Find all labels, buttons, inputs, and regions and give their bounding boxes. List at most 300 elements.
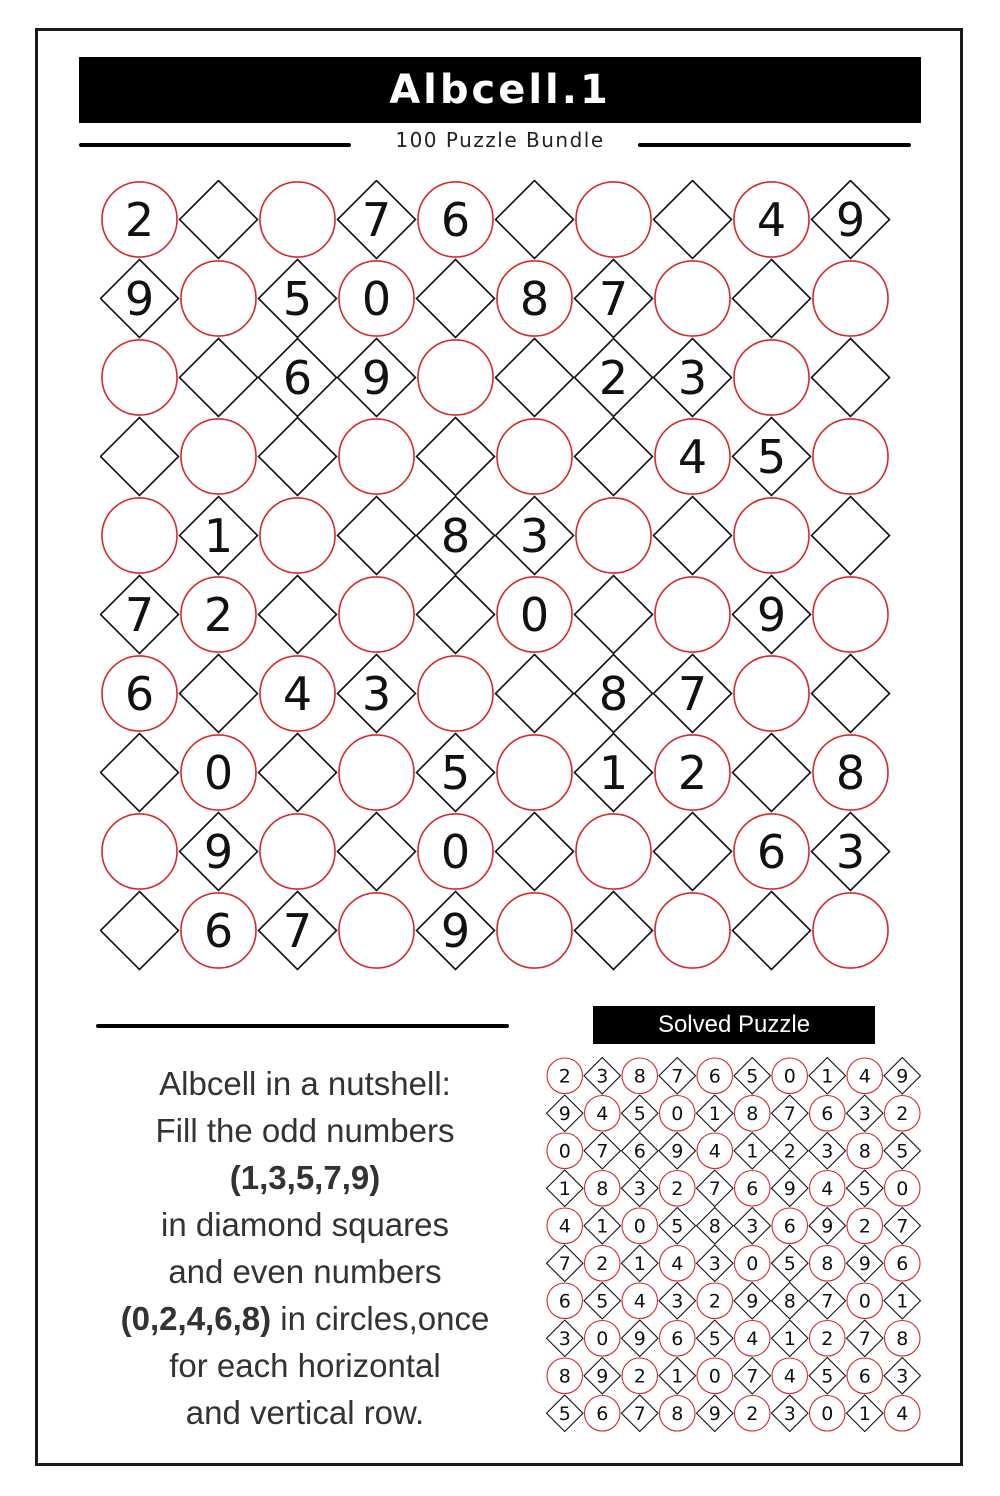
circle-cell bbox=[339, 419, 414, 494]
grid-cell[interactable] bbox=[576, 498, 651, 573]
grid-cell bbox=[772, 1283, 809, 1320]
grid-cell[interactable] bbox=[734, 182, 809, 257]
grid-cell[interactable] bbox=[575, 734, 653, 812]
cell-number: 0 bbox=[633, 1215, 646, 1238]
circle-cell bbox=[102, 498, 177, 573]
grid-cell[interactable] bbox=[813, 261, 888, 336]
grid-cell bbox=[884, 1283, 921, 1320]
grid-cell[interactable] bbox=[180, 339, 258, 417]
cell-number: 1 bbox=[203, 509, 234, 564]
grid-cell[interactable] bbox=[418, 814, 493, 889]
cell-number: 8 bbox=[821, 1253, 834, 1276]
grid-cell bbox=[659, 1283, 696, 1320]
grid-cell bbox=[660, 1171, 696, 1207]
grid-cell[interactable] bbox=[338, 655, 416, 733]
grid-cell bbox=[584, 1283, 621, 1320]
grid-cell bbox=[772, 1320, 809, 1357]
cell-number: 4 bbox=[708, 1140, 721, 1163]
grid-cell[interactable] bbox=[575, 576, 653, 654]
cell-number: 9 bbox=[783, 1178, 796, 1201]
grid-cell[interactable] bbox=[338, 181, 416, 259]
instructions-rule bbox=[96, 1024, 509, 1028]
grid-cell bbox=[547, 1170, 584, 1207]
grid-cell[interactable] bbox=[180, 813, 258, 891]
grid-cell bbox=[697, 1283, 733, 1319]
grid-cell bbox=[585, 1246, 621, 1282]
grid-cell[interactable] bbox=[102, 656, 177, 731]
grid-cell bbox=[884, 1208, 921, 1245]
grid-cell[interactable] bbox=[575, 655, 653, 733]
grid-cell bbox=[659, 1058, 696, 1095]
grid-cell[interactable] bbox=[576, 814, 651, 889]
grid-cell[interactable] bbox=[733, 576, 811, 654]
grid-cell[interactable] bbox=[101, 576, 179, 654]
grid-cell bbox=[585, 1396, 621, 1432]
grid-cell[interactable] bbox=[338, 339, 416, 417]
diamond-cell bbox=[496, 181, 574, 259]
cell-number: 1 bbox=[708, 1103, 721, 1126]
cell-number: 3 bbox=[677, 351, 708, 406]
cell-number: 9 bbox=[835, 193, 866, 248]
cell-number: 0 bbox=[708, 1365, 721, 1388]
cell-number: 5 bbox=[821, 1365, 834, 1388]
circle-cell bbox=[260, 814, 335, 889]
grid-cell bbox=[697, 1358, 733, 1394]
diamond-cell bbox=[101, 418, 179, 496]
cell-number: 1 bbox=[746, 1140, 759, 1163]
diamond-cell bbox=[654, 497, 732, 575]
grid-cell[interactable] bbox=[260, 498, 335, 573]
grid-cell[interactable] bbox=[734, 814, 809, 889]
circle-cell bbox=[260, 498, 335, 573]
grid-cell bbox=[772, 1395, 809, 1432]
cell-number: 1 bbox=[596, 1215, 609, 1238]
cell-number: 5 bbox=[756, 430, 787, 485]
grid-cell bbox=[735, 1396, 771, 1432]
grid-cell bbox=[659, 1133, 696, 1170]
grid-cell bbox=[659, 1358, 696, 1395]
cell-number: 6 bbox=[858, 1365, 871, 1388]
grid-cell[interactable] bbox=[813, 577, 888, 652]
page-title: Albcell.1 bbox=[79, 57, 921, 123]
circle-cell bbox=[181, 261, 256, 336]
grid-cell[interactable] bbox=[575, 339, 653, 417]
circle-cell bbox=[339, 735, 414, 810]
circle-cell bbox=[418, 656, 493, 731]
grid-cell[interactable] bbox=[576, 182, 651, 257]
grid-cell[interactable] bbox=[812, 339, 890, 417]
grid-cell bbox=[735, 1321, 771, 1357]
grid-cell bbox=[697, 1208, 734, 1245]
odd-numbers-list: (1,3,5,7,9) bbox=[229, 1159, 381, 1196]
grid-cell[interactable] bbox=[417, 892, 495, 970]
instructions-line: in diamond squares bbox=[160, 1206, 449, 1243]
grid-cell[interactable] bbox=[259, 418, 337, 496]
grid-cell[interactable] bbox=[101, 892, 179, 970]
cell-number: 7 bbox=[633, 1403, 646, 1426]
grid-cell bbox=[847, 1320, 884, 1357]
cell-number: 2 bbox=[821, 1328, 834, 1351]
cell-number: 8 bbox=[519, 272, 550, 327]
circle-cell bbox=[734, 498, 809, 573]
cell-number: 0 bbox=[821, 1403, 834, 1426]
diamond-cell bbox=[812, 339, 890, 417]
cell-number: 9 bbox=[203, 825, 234, 880]
circle-cell bbox=[339, 577, 414, 652]
grid-cell bbox=[772, 1358, 808, 1394]
grid-cell bbox=[697, 1095, 734, 1132]
cell-number: 6 bbox=[440, 193, 471, 248]
cell-number: 8 bbox=[708, 1215, 721, 1238]
cell-number: 8 bbox=[440, 509, 471, 564]
grid-cell bbox=[847, 1395, 884, 1432]
grid-cell[interactable] bbox=[654, 813, 732, 891]
cell-number: 7 bbox=[671, 1065, 684, 1088]
grid-cell[interactable] bbox=[260, 182, 335, 257]
cell-number: 2 bbox=[896, 1103, 909, 1126]
grid-cell[interactable] bbox=[654, 339, 732, 417]
grid-cell bbox=[772, 1133, 809, 1170]
grid-cell[interactable] bbox=[338, 497, 416, 575]
grid-cell bbox=[847, 1208, 883, 1244]
diamond-cell bbox=[180, 655, 258, 733]
cell-number: 9 bbox=[858, 1253, 871, 1276]
grid-cell bbox=[885, 1171, 921, 1207]
cell-number: 6 bbox=[896, 1253, 909, 1276]
grid-cell bbox=[622, 1320, 659, 1357]
grid-cell bbox=[622, 1095, 659, 1132]
grid-cell[interactable] bbox=[417, 497, 495, 575]
grid-cell bbox=[884, 1058, 921, 1095]
grid-cell[interactable] bbox=[259, 576, 337, 654]
circle-cell bbox=[813, 577, 888, 652]
cell-number: 9 bbox=[558, 1103, 571, 1126]
cell-number: 5 bbox=[746, 1065, 759, 1088]
grid-cell[interactable] bbox=[102, 182, 177, 257]
circle-cell bbox=[576, 498, 651, 573]
cell-number: 3 bbox=[783, 1403, 796, 1426]
cell-number: 1 bbox=[783, 1328, 796, 1351]
grid-cell bbox=[660, 1096, 696, 1132]
cell-number: 6 bbox=[746, 1178, 759, 1201]
grid-cell[interactable] bbox=[812, 813, 890, 891]
grid-cell[interactable] bbox=[338, 813, 416, 891]
grid-cell bbox=[547, 1133, 583, 1169]
grid-cell[interactable] bbox=[575, 892, 653, 970]
grid-cell[interactable] bbox=[654, 497, 732, 575]
cell-number: 5 bbox=[671, 1215, 684, 1238]
grid-cell bbox=[884, 1133, 921, 1170]
circle-cell bbox=[102, 814, 177, 889]
circle-cell bbox=[813, 261, 888, 336]
grid-cell[interactable] bbox=[813, 419, 888, 494]
grid-cell[interactable] bbox=[417, 734, 495, 812]
cell-number: 9 bbox=[756, 588, 787, 643]
cell-number: 3 bbox=[519, 509, 550, 564]
cell-number: 3 bbox=[596, 1065, 609, 1088]
grid-cell bbox=[885, 1396, 921, 1432]
grid-cell bbox=[810, 1396, 846, 1432]
cell-number: 9 bbox=[746, 1290, 759, 1313]
cell-number: 2 bbox=[783, 1140, 796, 1163]
cell-number: 1 bbox=[633, 1253, 646, 1276]
grid-cell[interactable] bbox=[180, 655, 258, 733]
grid-cell[interactable] bbox=[575, 418, 653, 496]
instructions-line: Fill the odd numbers bbox=[155, 1112, 455, 1149]
grid-cell[interactable] bbox=[181, 893, 256, 968]
cell-number: 0 bbox=[519, 588, 550, 643]
cell-number: 4 bbox=[783, 1365, 796, 1388]
grid-cell[interactable] bbox=[812, 497, 890, 575]
cell-number: 2 bbox=[203, 588, 234, 643]
cell-number: 2 bbox=[746, 1403, 759, 1426]
grid-cell[interactable] bbox=[259, 339, 337, 417]
grid-cell[interactable] bbox=[259, 260, 337, 338]
grid-cell[interactable] bbox=[733, 418, 811, 496]
grid-cell bbox=[622, 1395, 659, 1432]
grid-cell[interactable] bbox=[733, 260, 811, 338]
grid-cell bbox=[660, 1321, 696, 1357]
cell-number: 9 bbox=[821, 1215, 834, 1238]
grid-cell[interactable] bbox=[497, 419, 572, 494]
grid-cell bbox=[584, 1058, 621, 1095]
cell-number: 2 bbox=[708, 1290, 721, 1313]
grid-cell bbox=[660, 1246, 696, 1282]
subtitle-rule-left bbox=[79, 143, 351, 147]
grid-cell[interactable] bbox=[497, 893, 572, 968]
diamond-cell bbox=[654, 813, 732, 891]
grid-cell bbox=[735, 1171, 771, 1207]
grid-cell[interactable] bbox=[734, 656, 809, 731]
grid-cell bbox=[772, 1208, 808, 1244]
grid-cell[interactable] bbox=[496, 655, 574, 733]
grid-cell[interactable] bbox=[733, 892, 811, 970]
grid-cell bbox=[547, 1395, 584, 1432]
grid-cell[interactable] bbox=[813, 893, 888, 968]
solved-puzzle-label: Solved Puzzle bbox=[593, 1006, 875, 1044]
grid-cell[interactable] bbox=[260, 656, 335, 731]
grid-cell[interactable] bbox=[734, 340, 809, 415]
grid-cell bbox=[847, 1358, 883, 1394]
grid-cell bbox=[847, 1170, 884, 1207]
cell-number: 3 bbox=[858, 1103, 871, 1126]
grid-cell bbox=[584, 1358, 621, 1395]
cell-number: 6 bbox=[203, 904, 234, 959]
cell-number: 6 bbox=[821, 1103, 834, 1126]
instructions-line: and vertical row. bbox=[185, 1394, 425, 1431]
grid-cell[interactable] bbox=[101, 418, 179, 496]
grid-cell bbox=[810, 1171, 846, 1207]
cell-number: 6 bbox=[596, 1403, 609, 1426]
diamond-cell bbox=[338, 813, 416, 891]
grid-cell bbox=[772, 1095, 809, 1132]
cell-number: 4 bbox=[671, 1253, 684, 1276]
cell-number: 4 bbox=[756, 193, 787, 248]
grid-cell[interactable] bbox=[655, 893, 730, 968]
cell-number: 2 bbox=[633, 1365, 646, 1388]
diamond-cell bbox=[417, 418, 495, 496]
circle-cell bbox=[734, 656, 809, 731]
diamond-cell bbox=[575, 892, 653, 970]
diamond-cell bbox=[733, 892, 811, 970]
diamond-cell bbox=[496, 339, 574, 417]
grid-cell[interactable] bbox=[655, 577, 730, 652]
cell-number: 3 bbox=[821, 1140, 834, 1163]
circle-cell bbox=[418, 340, 493, 415]
grid-cell[interactable] bbox=[339, 893, 414, 968]
cell-number: 8 bbox=[783, 1290, 796, 1313]
cell-number: 9 bbox=[440, 904, 471, 959]
grid-cell bbox=[585, 1171, 621, 1207]
cell-number: 5 bbox=[282, 272, 313, 327]
grid-cell[interactable] bbox=[101, 734, 179, 812]
grid-cell[interactable] bbox=[418, 656, 493, 731]
cell-number: 0 bbox=[746, 1253, 759, 1276]
grid-cell bbox=[547, 1245, 584, 1282]
cell-number: 6 bbox=[671, 1328, 684, 1351]
grid-cell[interactable] bbox=[496, 181, 574, 259]
grid-cell bbox=[810, 1321, 846, 1357]
grid-cell[interactable] bbox=[496, 497, 574, 575]
circle-cell bbox=[813, 893, 888, 968]
puzzle-grid[interactable] bbox=[100, 180, 900, 980]
circle-cell bbox=[260, 182, 335, 257]
cell-number: 9 bbox=[708, 1403, 721, 1426]
grid-cell[interactable] bbox=[101, 260, 179, 338]
grid-cell[interactable] bbox=[339, 735, 414, 810]
cell-number: 0 bbox=[858, 1290, 871, 1313]
grid-cell bbox=[697, 1395, 734, 1432]
grid-cell bbox=[584, 1208, 621, 1245]
cell-number: 4 bbox=[558, 1215, 571, 1238]
cell-number: 9 bbox=[124, 272, 155, 327]
grid-cell[interactable] bbox=[339, 577, 414, 652]
diamond-cell bbox=[101, 892, 179, 970]
diamond-cell bbox=[496, 655, 574, 733]
grid-cell[interactable] bbox=[181, 577, 256, 652]
circle-cell bbox=[497, 419, 572, 494]
diamond-cell bbox=[417, 576, 495, 654]
grid-cell[interactable] bbox=[418, 182, 493, 257]
grid-cell bbox=[772, 1058, 808, 1094]
cell-number: 7 bbox=[282, 904, 313, 959]
cell-number: 6 bbox=[633, 1140, 646, 1163]
grid-cell bbox=[735, 1096, 771, 1132]
grid-cell[interactable] bbox=[259, 892, 337, 970]
grid-cell[interactable] bbox=[497, 735, 572, 810]
cell-number: 9 bbox=[896, 1065, 909, 1088]
cell-number: 4 bbox=[858, 1065, 871, 1088]
grid-cell[interactable] bbox=[339, 419, 414, 494]
grid-cell[interactable] bbox=[181, 419, 256, 494]
grid-cell[interactable] bbox=[180, 497, 258, 575]
diamond-cell bbox=[338, 497, 416, 575]
cell-number: 5 bbox=[440, 746, 471, 801]
grid-cell[interactable] bbox=[181, 735, 256, 810]
circle-cell bbox=[497, 735, 572, 810]
grid-cell[interactable] bbox=[733, 734, 811, 812]
grid-cell[interactable] bbox=[497, 261, 572, 336]
grid-cell[interactable] bbox=[655, 419, 730, 494]
cell-number: 3 bbox=[896, 1365, 909, 1388]
instructions-line: Albcell in a nutshell: bbox=[159, 1065, 451, 1102]
grid-cell[interactable] bbox=[417, 418, 495, 496]
grid-cell[interactable] bbox=[102, 340, 177, 415]
grid-cell[interactable] bbox=[180, 181, 258, 259]
grid-cell[interactable] bbox=[654, 181, 732, 259]
grid-cell[interactable] bbox=[812, 181, 890, 259]
grid-cell[interactable] bbox=[102, 498, 177, 573]
grid-cell[interactable] bbox=[496, 339, 574, 417]
grid-cell bbox=[847, 1058, 883, 1094]
grid-cell[interactable] bbox=[497, 577, 572, 652]
cell-number: 7 bbox=[124, 588, 155, 643]
cell-number: 5 bbox=[708, 1328, 721, 1351]
cell-number: 8 bbox=[671, 1403, 684, 1426]
instructions-text bbox=[70, 1060, 540, 1436]
grid-cell[interactable] bbox=[260, 814, 335, 889]
grid-cell[interactable] bbox=[339, 261, 414, 336]
cell-number: 8 bbox=[633, 1065, 646, 1088]
grid-cell bbox=[809, 1208, 846, 1245]
grid-cell[interactable] bbox=[102, 814, 177, 889]
grid-cell[interactable] bbox=[417, 576, 495, 654]
grid-cell[interactable] bbox=[654, 655, 732, 733]
diamond-cell bbox=[180, 339, 258, 417]
diamond-cell bbox=[259, 576, 337, 654]
cell-number: 4 bbox=[896, 1403, 909, 1426]
circle-cell bbox=[576, 182, 651, 257]
subtitle-rule-right bbox=[638, 143, 911, 147]
grid-cell[interactable] bbox=[734, 498, 809, 573]
grid-cell bbox=[734, 1058, 771, 1095]
diamond-cell bbox=[654, 181, 732, 259]
grid-cell[interactable] bbox=[496, 813, 574, 891]
grid-cell[interactable] bbox=[418, 340, 493, 415]
grid-cell[interactable] bbox=[181, 261, 256, 336]
grid-cell[interactable] bbox=[259, 734, 337, 812]
cell-number: 2 bbox=[598, 351, 629, 406]
grid-cell bbox=[809, 1358, 846, 1395]
cell-number: 0 bbox=[440, 825, 471, 880]
grid-cell[interactable] bbox=[417, 260, 495, 338]
grid-cell[interactable] bbox=[812, 655, 890, 733]
instructions-line: for each horizontal bbox=[169, 1347, 441, 1384]
diamond-cell bbox=[575, 576, 653, 654]
cell-number: 0 bbox=[596, 1328, 609, 1351]
grid-cell[interactable] bbox=[813, 735, 888, 810]
grid-cell[interactable] bbox=[655, 261, 730, 336]
cell-number: 6 bbox=[282, 351, 313, 406]
cell-number: 2 bbox=[677, 746, 708, 801]
grid-cell[interactable] bbox=[575, 260, 653, 338]
grid-cell bbox=[547, 1320, 584, 1357]
circle-cell bbox=[339, 893, 414, 968]
grid-cell bbox=[847, 1133, 883, 1169]
grid-cell bbox=[622, 1170, 659, 1207]
diamond-cell bbox=[575, 418, 653, 496]
diamond-cell bbox=[101, 734, 179, 812]
instructions-line-with-even bbox=[70, 1295, 540, 1342]
cell-number: 1 bbox=[598, 746, 629, 801]
grid-cell bbox=[735, 1246, 771, 1282]
cell-number: 5 bbox=[633, 1103, 646, 1126]
grid-cell[interactable] bbox=[655, 735, 730, 810]
cell-number: 7 bbox=[361, 193, 392, 248]
cell-number: 1 bbox=[896, 1290, 909, 1313]
grid-cell bbox=[585, 1321, 621, 1357]
cell-number: 7 bbox=[821, 1290, 834, 1313]
